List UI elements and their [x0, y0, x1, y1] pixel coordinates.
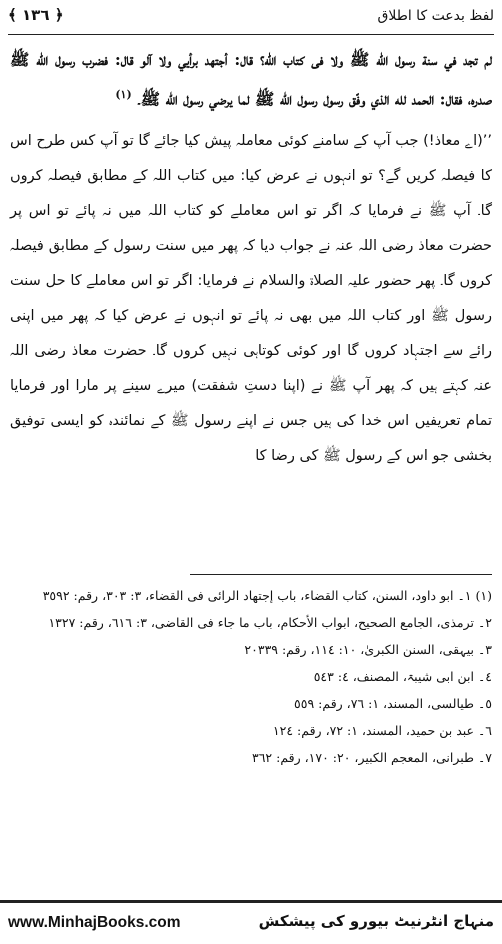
footnote-text: ١۔ ابو داود، السنن، کتاب القضاء، باب إجتهاد الرائی فی القضاء، ٣: ٣٠٣، رقم: ٣٥٩٢ [42, 588, 472, 603]
publisher-credit: منہاج انٹرنیٹ بیورو کی پیشکش [258, 912, 494, 930]
arabic-hadith-body: لم تجد في سنة رسول الله ﷺ ولا فی كتاب الله؟ قال: أجتهد برأيي ولا آلو قال: فضرب رسول الله ﷺ صدره، فقال: الحمد لله الذي وفّق رسول رسول الله ﷺ لما يرضي رسول الله ﷺ۔ [10, 50, 492, 109]
arabic-hadith-text [10, 42, 492, 116]
footnote-item [10, 636, 492, 663]
footnote-text: ٣۔ بیہقی، السنن الکبریٰ، ١٠: ١١٤، رقم: ٢٠٣٣٩ [244, 642, 492, 657]
footnote-reference: (١) [115, 88, 132, 101]
footnote-item [10, 690, 492, 717]
main-text [10, 42, 492, 474]
footnote-item [10, 744, 492, 771]
footnote-text: ٦۔ عبد بن حمید، المسند، ١: ٧٢، رقم: ١٢٤ [272, 723, 492, 738]
footnote-item [10, 582, 492, 609]
running-title: لفظ بدعت کا اطلاق [377, 8, 494, 24]
footnote-item [10, 663, 492, 690]
footer-divider [0, 900, 502, 903]
footnote-item [10, 609, 492, 636]
footnote-text: ٢۔ ترمذی، الجامع الصحیح، ابواب الأحکام، باب ما جاء فی القاضی، ٣: ٦١٦، رقم: ١٣٢٧ [48, 615, 492, 630]
website-link[interactable]: www.MinhajBooks.com [8, 914, 181, 931]
urdu-translation: ’’(اے معاذ!) جب آپ کے سامنے کوئی معاملہ پیش کیا جائے گا تو آپ کس طرح اس کا فیصلہ کریں گے؟ تو انہوں نے عرض کیا: میں کتاب اللہ کے مطابق فیصلہ کروں گا۔ آپ ﷺ نے فرمایا کہ اگر تو اس معاملے کو کتاب اللہ میں نہ پائے تو اس پر حضرت معاذ رضی اللہ عنہ نے جواب دیا کہ پھر میں سنت رسول کے مطابق فیصلہ کروں گا۔ پھر حضور علیہ الصلاۃ والسلام نے فرمایا: اگر تو اس معاملے کا حل سنت رسول ﷺ اور کتاب اللہ میں بھی نہ پائے تو انہوں نے عرض کیا کہ پھر میں اپنی رائے سے اجتہاد کروں گا اور کوئی کوتاہی نہیں کروں گا۔ حضرت معاذ رضی اللہ عنہ کہتے ہیں کہ پھر آپ ﷺ نے (اپنا دستِ شفقت) میرے سینے پر مارا اور فرمایا تمام تعریفیں اس خدا کی ہیں جس نے اپنے رسول ﷺ کے نمائندہ کو ایسی توفیق بخشی جو اس کے رسول ﷺ کی رضا کا [10, 133, 492, 465]
footnote-item [10, 717, 492, 744]
page-footer [8, 910, 494, 938]
footnote-divider [190, 574, 492, 575]
footnote-number: (١) [475, 588, 492, 603]
footnotes-list [10, 582, 492, 771]
footnote-text: ٥۔ طیالسی، المسند، ١: ٧٦، رقم: ٥٥٩ [294, 696, 492, 711]
header-divider [8, 34, 494, 35]
footnote-text: ٧۔ طبرانی، المعجم الکبیر، ٢٠: ١٧٠، رقم: ٣٦٢ [251, 750, 492, 765]
page-number: ﴾ ١٣٦ ﴿ [8, 6, 64, 24]
page-header [8, 4, 494, 34]
footnote-text: ٤۔ ابن ابی شیبۃ، المصنف، ٤: ٥٤٣ [313, 669, 492, 684]
